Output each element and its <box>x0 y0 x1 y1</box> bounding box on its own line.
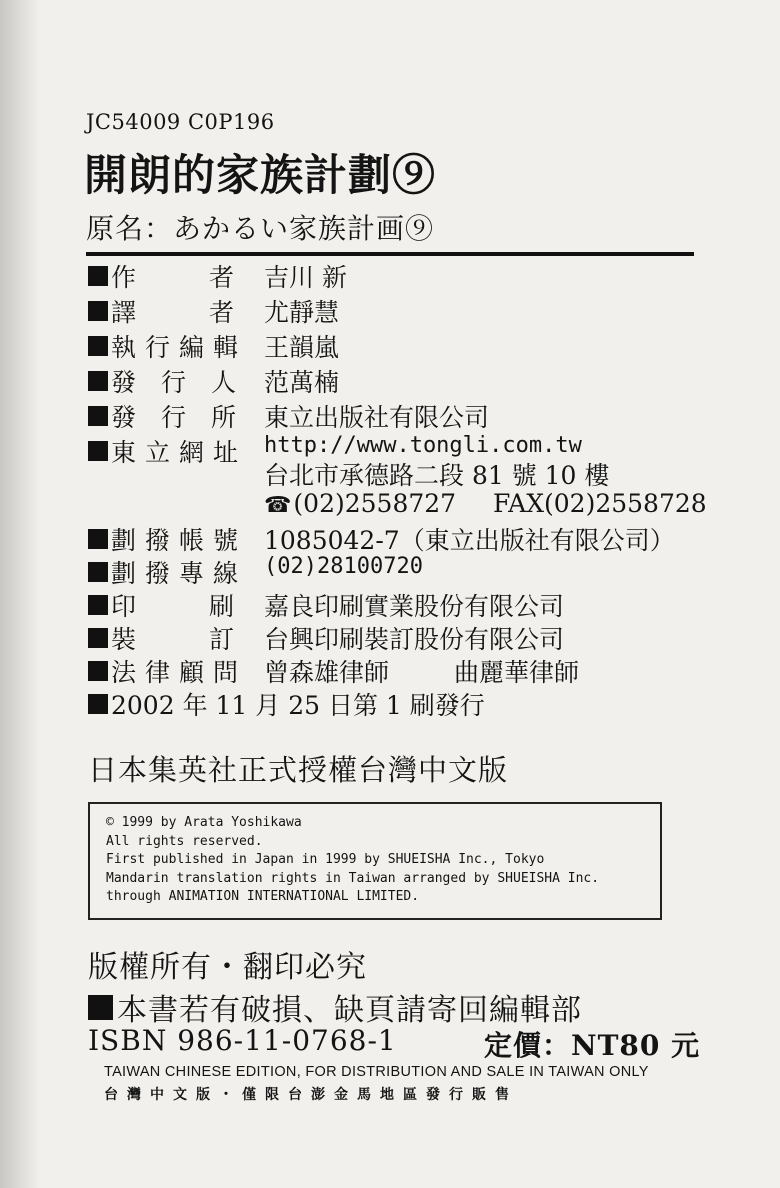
bullet-square <box>88 661 108 681</box>
credit-label-text: 執 行 編 輯 <box>111 333 238 362</box>
isbn: ISBN 986-11-0768-1 <box>88 1024 397 1057</box>
bullet-square <box>88 562 108 582</box>
credit-value: 尤靜慧 <box>264 298 340 327</box>
book-title: 開朗的家族計劃⑨ <box>84 151 436 201</box>
product-code: JC54009 C0P196 <box>86 110 275 134</box>
bullet-square <box>88 995 113 1020</box>
copyright-box <box>88 802 662 920</box>
credit-value: http://www.tongli.com.tw <box>264 433 582 458</box>
credit-label <box>88 653 238 689</box>
credit-label <box>88 433 238 469</box>
license-statement: 日本集英社正式授權台灣中文版 <box>88 753 509 787</box>
credit-label <box>88 398 238 434</box>
phone-number: (02)2558727 <box>293 489 457 518</box>
bullet-square <box>88 301 108 321</box>
credit-label <box>88 293 238 329</box>
title-divider <box>86 252 694 256</box>
bullet-square <box>88 595 108 615</box>
bullet-square <box>88 529 108 549</box>
credit-label-text: 法 律 顧 問 <box>111 658 238 687</box>
rights-notice: 版權所有・翻印必究 <box>88 950 367 985</box>
copyright-line: through ANIMATION INTERNATIONAL LIMITED. <box>106 889 420 904</box>
credit-label <box>88 363 238 399</box>
credit-label <box>88 258 238 294</box>
credit-label-text: 東 立 網 址 <box>111 438 238 467</box>
credit-label-text: 劃 撥 專 線 <box>111 559 238 588</box>
copyright-line: All rights reserved. <box>106 833 263 849</box>
credit-label <box>88 587 238 623</box>
publish-date-text: 2002 年 11 月 25 日第 1 刷發行 <box>111 691 485 720</box>
credit-value: 東立出版社有限公司 <box>264 403 490 432</box>
credit-label-text: 劃 撥 帳 號 <box>111 526 238 555</box>
credit-value: 1085042-7（東立出版社有限公司） <box>264 526 675 555</box>
original-title: 原名：あかるい家族計画⑨ <box>86 212 435 245</box>
credit-label-text: 印 刷 <box>111 592 234 621</box>
credit-label-text: 裝 訂 <box>111 625 234 654</box>
contact-line <box>264 489 707 518</box>
damage-notice-text: 本書若有破損、缺頁請寄回編輯部 <box>117 993 582 1028</box>
damage-notice <box>88 985 582 1029</box>
bullet-square <box>88 628 108 648</box>
bullet-square <box>88 336 108 356</box>
bullet-square <box>88 441 108 461</box>
fax-number: FAX(02)2558728 <box>493 489 707 518</box>
credit-value-secondary: 曲麗華律師 <box>454 658 580 687</box>
distribution-notice-en: TAIWAN CHINESE EDITION, FOR DISTRIBUTION AND SALE IN TAIWAN ONLY <box>104 1064 649 1080</box>
credit-value: 范萬楠 <box>264 368 340 397</box>
copyright-line: © 1999 by Arata Yoshikawa <box>106 815 302 830</box>
bullet-square <box>88 694 108 714</box>
bullet-square <box>88 406 108 426</box>
copyright-line: Mandarin translation rights in Taiwan arranged by SHUEISHA Inc. <box>106 870 600 886</box>
credit-label <box>88 620 238 656</box>
bullet-square <box>88 266 108 286</box>
credit-label <box>88 554 238 590</box>
publisher-address: 台北市承德路二段 81 號 10 樓 <box>264 461 610 490</box>
page-binding-shadow <box>0 0 40 1188</box>
credit-value: 台興印刷裝訂股份有限公司 <box>264 625 565 654</box>
credit-value: 曾森雄律師 <box>264 658 390 687</box>
credit-label-text: 發 行 所 <box>111 403 236 432</box>
credit-value: 嘉良印刷實業股份有限公司 <box>264 592 565 621</box>
credit-label <box>88 521 238 557</box>
credit-label <box>88 328 238 364</box>
bullet-square <box>88 371 108 391</box>
publish-date <box>88 686 485 722</box>
credit-value: 吉川 新 <box>264 263 347 292</box>
credit-value: 王韻嵐 <box>264 333 340 362</box>
copyright-line: First published in Japan in 1999 by SHUEISHA Inc., Tokyo <box>106 852 545 867</box>
credit-label-text: 作 者 <box>111 263 234 292</box>
price: 定價：NT80 元 <box>484 1029 701 1062</box>
credit-value: (02)28100720 <box>264 554 423 579</box>
distribution-notice-zh: 台灣中文版・僅限台澎金馬地區發行販售 <box>104 1086 518 1102</box>
telephone-icon: ☎ <box>264 493 292 518</box>
credit-label-text: 發 行 人 <box>111 368 236 397</box>
credit-label-text: 譯 者 <box>111 298 234 327</box>
